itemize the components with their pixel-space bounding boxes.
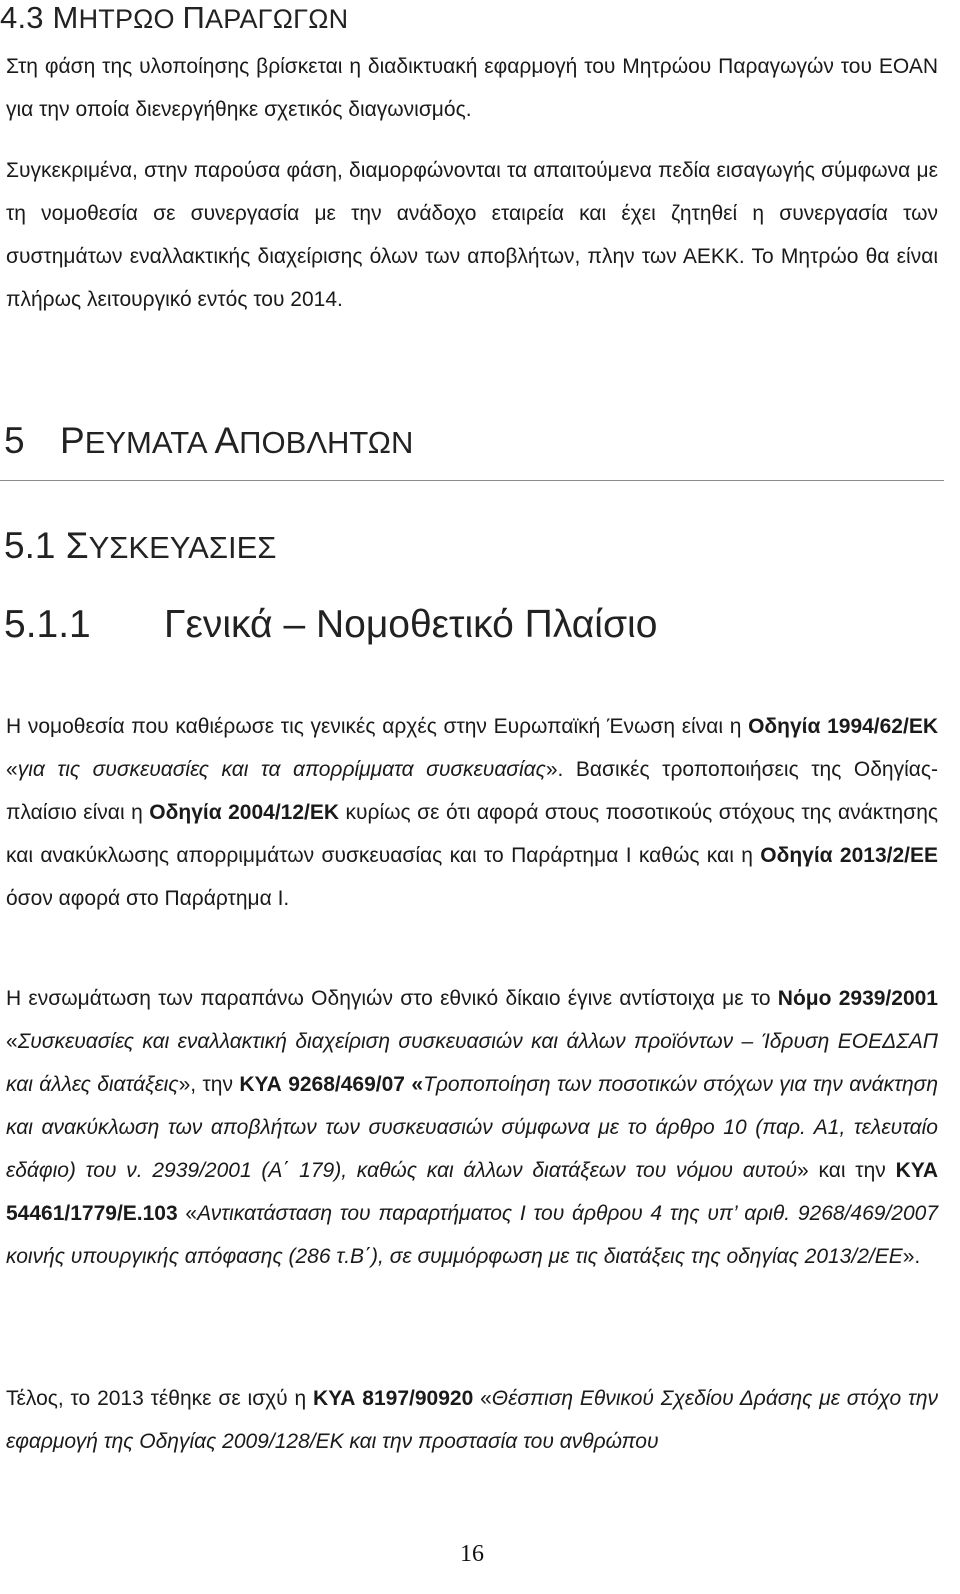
heading-title: Γενικά – Νομοθετικό Πλαίσιο: [164, 603, 658, 646]
directive-reference: Οδηγία 2013/2/ΕΕ: [760, 844, 939, 867]
paragraph-action-plan: Τέλος, το 2013 τέθηκε σε ισχύ η ΚΥΑ 8197/90920 «Θέσπιση Εθνικού Σχεδίου Δράσης με στόχο την εφαρμογή της Οδηγίας 2009/128/ΕΚ και την προστασία του ανθρώπου: [6, 1387, 939, 1453]
directive-reference: Οδηγία 2004/12/ΕΚ: [149, 801, 340, 824]
paragraph-4-3-intro: Στη φάση της υλοποίησης βρίσκεται η διαδικτυακή εφαρμογή του Μητρώου Παραγωγών του ΕΟΑΝ για την οποία διενεργήθηκε σχετικός διαγωνισμός.: [6, 55, 938, 121]
heading-number: 5.1: [4, 525, 56, 566]
heading-number: 4.3: [0, 0, 44, 35]
law-reference: ΚΥΑ 9268/469/07 «: [239, 1073, 424, 1096]
paragraph-eu-directives: Η νομοθεσία που καθιέρωσε τις γενικές αρχές στην Ευρωπαϊκή Ένωση είναι η Οδηγία 1994/62/ΕΚ «για τις συσκευασίες και τα απορρίμματα συσκευασίας». Βασικές τροποποιήσεις της Οδηγίας- πλαίσιο είναι η Οδηγία 2004/12/ΕΚ κυρίως σε ότι αφορά στους ποσοτικούς στόχους της ανάκτησης και ανακύκλωσης απορριμμάτων συσκευασίας και το Παράρτημα Ι καθώς και η Οδηγία 2013/2/ΕΕ όσον αφορά στο Παράρτημα Ι.: [6, 715, 939, 910]
directive-reference: Οδηγία 1994/62/ΕΚ: [748, 715, 938, 738]
paragraph-4-3-details: Συγκεκριμένα, στην παρούσα φάση, διαμορφώνονται τα απαιτούμενα πεδία εισαγωγής σύμφωνα με τη νομοθεσία σε συνεργασία με την ανάδοχο εταιρεία και έχει ζητηθεί η συνεργασία των συστημάτων εναλλακτικής διαχείρισης όλων των αποβλήτων, πλην των ΑΕΚΚ. Το Μητρώο θα είναι πλήρως λειτουργικό εντός του 2014.: [6, 159, 938, 311]
heading-5: 5 ΡΕΥΜΑΤΑ ΑΠΟΒΛΗΤΩΝ: [4, 420, 414, 461]
heading-4-3: 4.3 ΜΗΤΡΩΟ ΠΑΡΑΓΩΓΩΝ: [0, 0, 349, 35]
heading-number: 5.1.1: [4, 603, 91, 646]
heading-5-1-1: [4, 603, 657, 647]
paragraph-national-law: Η ενσωμάτωση των παραπάνω Οδηγιών στο εθνικό δίκαιο έγινε αντίστοιχα με το Νόμο 2939/2001 «Συσκευασίες και εναλλακτική διαχείριση συσκευασιών και άλλων προϊόντων – Ίδρυση ΕΟΕΔΣΑΠ και άλλες διατάξεις», την ΚΥΑ 9268/469/07 «Τροποποίηση των ποσοτικών στόχων για την ανάκτηση και ανακύκλωση των αποβλήτων των συσκευασιών σύμφωνα με το άρθρο 10 (παρ. Α1, τελευταίο εδάφιο) του ν. 2939/2001 (Α΄ 179), καθώς και άλλων διατάξεων του νόμου αυτού» και την ΚΥΑ 54461/1779/Ε.103 «Αντικατάσταση του παραρτήματος Ι του άρθρου 4 της υπ’ αριθ. 9268/469/2007 κοινής υπουργικής απόφασης (286 τ.Β΄), σε συμμόρφωση με τις διατάξεις της οδηγίας 2013/2/ΕΕ».: [6, 987, 939, 1268]
law-reference: ΚΥΑ 54461/1779/Ε.103: [6, 1159, 938, 1225]
law-reference: Νόμο 2939/2001: [777, 987, 938, 1010]
heading-5-1: 5.1 ΣΥΣΚΕΥΑΣΙΕΣ: [4, 525, 277, 566]
heading-number: 5: [4, 420, 25, 461]
heading-underline: [0, 480, 944, 481]
law-reference: ΚΥΑ 8197/90920: [313, 1387, 474, 1410]
page-number: 16: [460, 1541, 484, 1567]
